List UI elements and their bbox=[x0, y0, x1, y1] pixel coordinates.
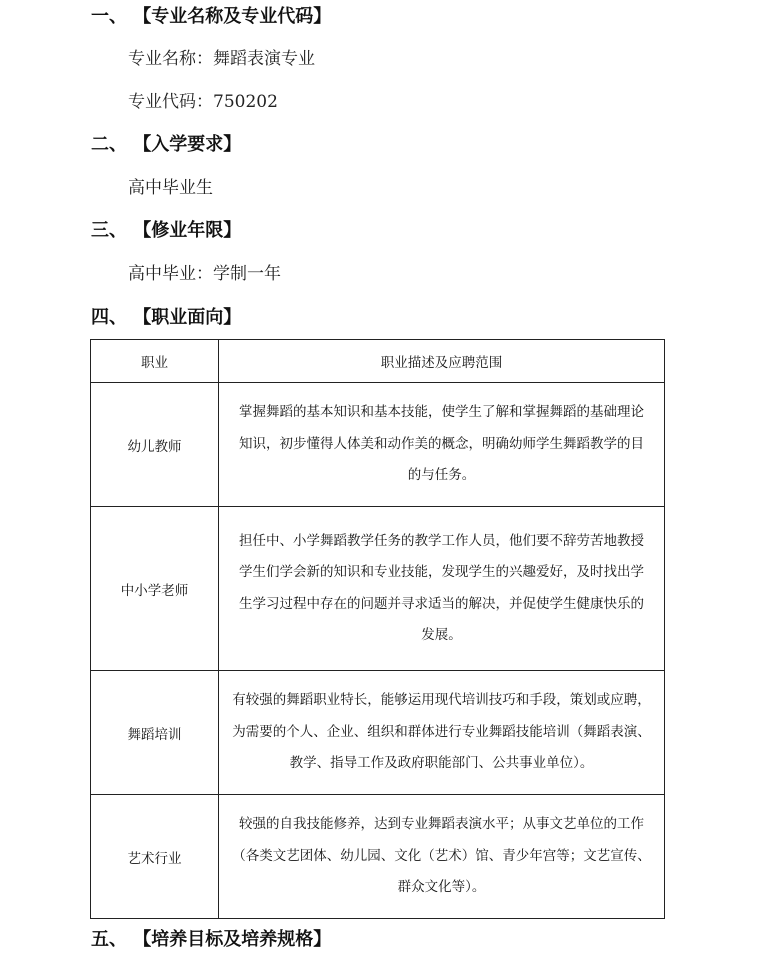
major-name-line: 专业名称：舞蹈表演专业 bbox=[128, 49, 315, 69]
section-heading-major: 一、 【专业名称及专业代码】 bbox=[91, 6, 332, 27]
description-line: 群众文化等）。 bbox=[397, 879, 486, 896]
description-line: 较强的自我技能修养，达到专业舞蹈表演水平；从事文艺单位的工作 bbox=[239, 816, 644, 833]
description-line: 生学习过程中存在的问题并寻求适当的解决，并促使学生健康快乐的 bbox=[239, 595, 644, 612]
table-row bbox=[91, 671, 665, 795]
table-header-row bbox=[91, 340, 665, 383]
duration-text: 高中毕业：学制一年 bbox=[128, 264, 281, 284]
career-table bbox=[90, 339, 665, 919]
header-job: 职业 bbox=[91, 340, 219, 383]
description-cell bbox=[219, 671, 665, 795]
description-line: 知识，初步懂得人体美和动作美的概念，明确幼师学生舞蹈教学的目 bbox=[239, 435, 644, 452]
section-heading-duration: 三、 【修业年限】 bbox=[91, 220, 242, 241]
description-line: （各类文艺团体、幼儿园、文化（艺术）馆、青少年宫等；文艺宣传、 bbox=[232, 847, 651, 864]
table-row bbox=[91, 795, 665, 919]
major-code-line: 专业代码：750202 bbox=[128, 92, 278, 112]
description-cell bbox=[219, 507, 665, 671]
job-cell: 幼儿教师 bbox=[91, 383, 219, 507]
description-cell bbox=[219, 795, 665, 919]
description-line: 的与任务。 bbox=[407, 467, 476, 484]
table-row bbox=[91, 507, 665, 671]
description-line: 教学、指导工作及政府职能部门、公共事业单位）。 bbox=[289, 755, 594, 772]
description-line: 为需要的个人、企业、组织和群体进行专业舞蹈技能培训（舞蹈表演、 bbox=[232, 723, 651, 740]
admission-requirement: 高中毕业生 bbox=[128, 178, 213, 198]
job-cell: 艺术行业 bbox=[91, 795, 219, 919]
description-cell bbox=[219, 383, 665, 507]
description-line: 掌握舞蹈的基本知识和基本技能，使学生了解和掌握舞蹈的基础理论 bbox=[239, 404, 644, 421]
description-line: 发展。 bbox=[421, 627, 462, 643]
job-cell: 舞蹈培训 bbox=[91, 671, 219, 795]
section-heading-admission: 二、 【入学要求】 bbox=[91, 134, 242, 155]
description-line: 担任中、小学舞蹈教学任务的教学工作人员，他们要不辞劳苦地教授 bbox=[239, 532, 644, 549]
section-heading-goals: 五、 【培养目标及培养规格】 bbox=[91, 929, 332, 950]
description-line: 有较强的舞蹈职业特长，能够运用现代培训技巧和手段，策划或应聘， bbox=[232, 692, 651, 709]
description-line: 学生们学会新的知识和专业技能，发现学生的兴趣爱好，及时找出学 bbox=[239, 564, 644, 580]
header-description: 职业描述及应聘范围 bbox=[219, 340, 665, 383]
section-heading-career: 四、 【职业面向】 bbox=[91, 307, 242, 328]
job-cell: 中小学老师 bbox=[91, 507, 219, 671]
table-row bbox=[91, 383, 665, 507]
